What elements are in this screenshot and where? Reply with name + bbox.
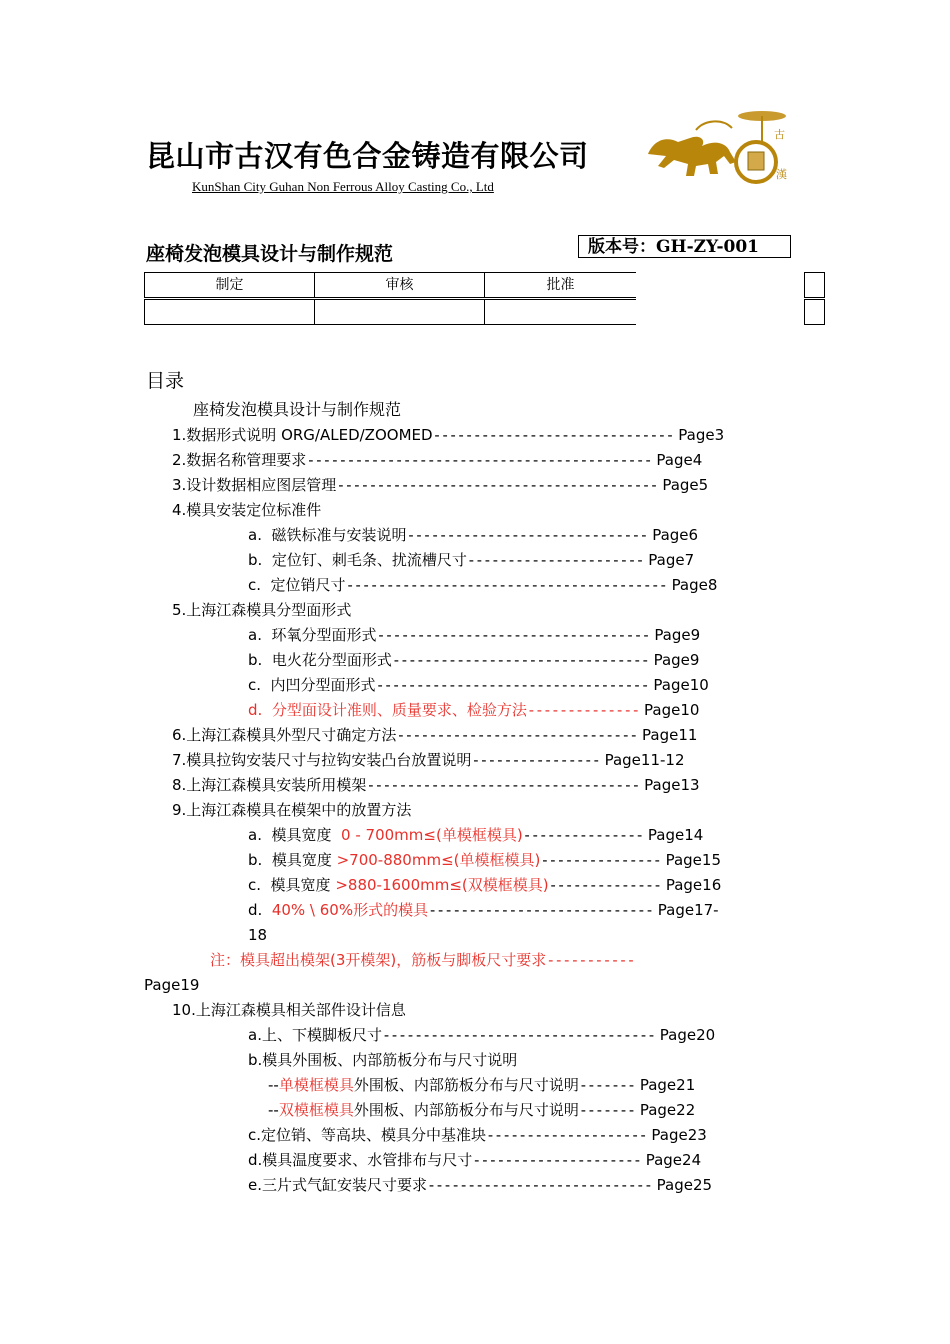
toc-entry[interactable] [248,1050,517,1070]
approval-signature-approved [484,299,636,325]
toc-entry[interactable] [248,550,694,570]
toc-entry[interactable] [268,1075,695,1095]
approval-signature-reviewed [314,299,484,325]
approval-cell-tail [804,272,825,298]
document-title: 座椅发泡模具设计与制作规范 [146,243,394,265]
toc-entry[interactable] [172,775,700,795]
company-title: 昆山市古汉有色合金铸造有限公司 [146,139,589,173]
toc-entry-text: b.模具外围板、内部筋板分布与尺寸说明 [248,1051,518,1069]
toc-leader-dashes: ---------------------------------- [366,776,640,794]
company-logo [644,104,794,190]
toc-entry-text-after: 外围板、内部筋板分布与尺寸说明 [353,1076,579,1094]
toc-leader-dashes: ---------------------------- [428,901,653,919]
approval-signature-row [144,299,825,325]
toc-page-number: Page22 [635,1101,696,1119]
toc-page-number: Page24 [640,1151,702,1169]
toc-entry-text: d.模具温度要求、水管排布与尺寸 [248,1151,473,1169]
toc-entry[interactable] [210,950,635,970]
toc-page-number: Page4 [651,451,703,469]
toc-leader-dashes: ----------- [546,951,635,969]
toc-leader-dashes: --------------- [522,826,644,844]
toc-page-number: Page25 [651,1176,713,1194]
toc-leader-dashes: ------------------------------ [406,526,648,544]
approval-signature-prepared [144,299,314,325]
toc-entry-text: a. 模具宽度 [248,826,342,844]
toc-page-number: Page13 [639,776,700,794]
toc-entry[interactable] [248,525,698,545]
toc-entry[interactable] [172,475,708,495]
toc-entry-text: 8.上海江森模具安装所用模架 [172,776,367,794]
toc-entry-text: 5.上海江森模具分型面形式 [172,601,352,619]
toc-entry[interactable] [248,1150,701,1170]
toc-leader-dashes: ---------------------- [466,551,644,569]
logo-char-han: 漢 [776,168,787,181]
toc-entry-text: d. 分型面设计准则、质量要求、检验方法 [248,701,527,719]
version-box: 版本号：GH-ZY-001 [578,235,791,258]
horse-icon [648,137,736,176]
toc-leader-dashes: --------------- [540,851,661,869]
toc-entry-highlight: 40% \ 60%形式的模具 [271,901,429,919]
toc-entry[interactable] [248,875,721,895]
toc-entry-text: 3.设计数据相应图层管理 [172,476,337,494]
toc-heading: 目录 [146,370,185,392]
approval-header-reviewed: 审核 [314,272,484,298]
toc-page-number: Page10 [648,676,709,694]
toc-entry[interactable] [248,1125,707,1145]
toc-entry[interactable] [248,675,709,695]
toc-leader-dashes: -------------------------------- [391,651,649,669]
toc-entry-text: d. [248,901,272,919]
toc-leader-dashes: ---------------------------------- [375,676,649,694]
toc-entry[interactable] [172,500,321,520]
toc-entry-text: 18 [248,926,268,944]
toc-entry[interactable] [248,650,699,670]
toc-entry-highlight: >880-1600mm≤(双模框模具) [335,876,549,894]
toc-leader-dashes: ---------------------------------- [381,1026,656,1044]
toc-page-number: Page9 [648,651,700,669]
toc-entry[interactable] [248,1175,712,1195]
company-english-name: KunShan City Guhan Non Ferrous Alloy Casting Co., Ltd [192,179,494,194]
toc-entry-text: 10.上海江森模具相关部件设计信息 [172,1001,406,1019]
toc-entry-text: b. 定位钉、刺毛条、扰流槽尺寸 [248,551,467,569]
toc-page-number: Page20 [655,1026,716,1044]
toc-entry[interactable] [248,625,700,645]
toc-leader-dashes: ------- [578,1101,636,1119]
toc-entry[interactable] [172,725,697,745]
toc-entry-text: a. 磁铁标准与安装说明 [248,526,407,544]
toc-entry-text: 注：模具超出模架(3开模架)，筋板与脚板尺寸要求 [210,951,547,969]
toc-leader-dashes: ------------------------------ [396,726,638,744]
toc-entry-text: b. 模具宽度 [248,851,337,869]
toc-entry[interactable] [248,1025,715,1045]
toc-entry-text: 2.数据名称管理要求 [172,451,307,469]
toc-page-number: Page3 [673,426,725,444]
toc-entry-highlight: 单模框模具 [278,1076,354,1094]
toc-leader-dashes: -------------- [526,701,640,719]
toc-leader-dashes: ---------------------------------------- [336,476,658,494]
toc-entry[interactable] [172,1000,406,1020]
toc-entry-text: 7.模具拉钩安装尺寸与拉钩安装凸台放置说明 [172,751,472,769]
toc-page-number: Page14 [643,826,704,844]
toc-leader-dashes: ------- [578,1076,636,1094]
toc-entry-text: c. 模具宽度 [248,876,336,894]
toc-leader-dashes: ---------------------------------------- [345,576,667,594]
toc-entry-highlight: 0 - 700mm≤(单模框模具) [341,826,523,844]
toc-leader-dashes: ---------------------------- [427,1176,652,1194]
toc-entry-text: Page19 [144,976,200,994]
approval-table [144,272,825,325]
toc-entry[interactable] [248,925,267,945]
toc-page-number: Page21 [635,1076,696,1094]
toc-leader-dashes: -------------- [548,876,662,894]
toc-entry-text: c.定位销、等高块、模具分中基准块 [248,1126,487,1144]
toc-entry-text: -- [268,1076,279,1094]
toc-entry[interactable] [248,825,703,845]
toc-entry[interactable] [193,400,401,420]
toc-entry-text: 座椅发泡模具设计与制作规范 [193,400,402,419]
toc-entry[interactable] [268,1100,695,1120]
toc-page-number: Page17- [652,901,719,919]
toc-page-number: Page8 [666,576,718,594]
approval-header-row [144,272,825,298]
toc-page-number: Page9 [649,626,701,644]
toc-entry-text: b. 电火花分型面形式 [248,651,392,669]
toc-entry-text: a.上、下模脚板尺寸 [248,1026,382,1044]
toc-page-number: Page10 [639,701,700,719]
toc-entry[interactable] [248,700,699,720]
toc-page-number: Page7 [643,551,695,569]
approval-header-prepared: 制定 [144,272,314,298]
toc-entry-text-after: 外围板、内部筋板分布与尺寸说明 [353,1101,579,1119]
toc-entry-text: -- [268,1101,279,1119]
toc-leader-dashes: ------------------------------------------- [306,451,652,469]
toc-leader-dashes: ---------------------------------- [376,626,650,644]
toc-leader-dashes: -------------------- [486,1126,647,1144]
toc-entry-text: 9.上海江森模具在模架中的放置方法 [172,801,412,819]
toc-entry-highlight: >700-880mm≤(单模框模具) [336,851,541,869]
toc-entry-text: a. 环氧分型面形式 [248,626,377,644]
toc-page-number: Page11-12 [599,751,685,769]
toc-page-number: Page15 [660,851,721,869]
toc-entry-highlight: 双模框模具 [278,1101,354,1119]
approval-header-approved: 批准 [484,272,636,298]
toc-entry-text: e.三片式气缸安装尺寸要求 [248,1176,427,1194]
toc-entry-text: c. 定位销尺寸 [248,576,346,594]
toc-leader-dashes: ------------------------------ [432,426,674,444]
toc-page-number: Page23 [646,1126,707,1144]
toc-entry[interactable] [172,800,411,820]
toc-page-number: Page6 [647,526,699,544]
toc-entry-text: 1.数据形式说明 ORG/ALED/ZOOMED [172,426,433,444]
toc-page-number: Page11 [637,726,698,744]
toc-page-number: Page5 [657,476,709,494]
toc-entry-text: 4.模具安装定位标准件 [172,501,322,519]
logo-char-gu: 古 [774,128,785,141]
approval-cell-tail [804,299,825,325]
toc-leader-dashes: --------------------- [472,1151,641,1169]
toc-leader-dashes: ---------------- [471,751,600,769]
toc-entry[interactable] [248,900,719,920]
toc-entry[interactable] [248,850,721,870]
toc-entry[interactable] [144,975,199,995]
toc-entry[interactable] [172,750,685,770]
toc-entry-text: 6.上海江森模具外型尺寸确定方法 [172,726,397,744]
toc-entry[interactable] [172,600,351,620]
toc-entry[interactable] [248,575,717,595]
toc-page-number: Page16 [661,876,722,894]
toc-entry[interactable] [172,450,702,470]
toc-entry[interactable] [172,425,724,445]
toc-entry-text: c. 内凹分型面形式 [248,676,376,694]
